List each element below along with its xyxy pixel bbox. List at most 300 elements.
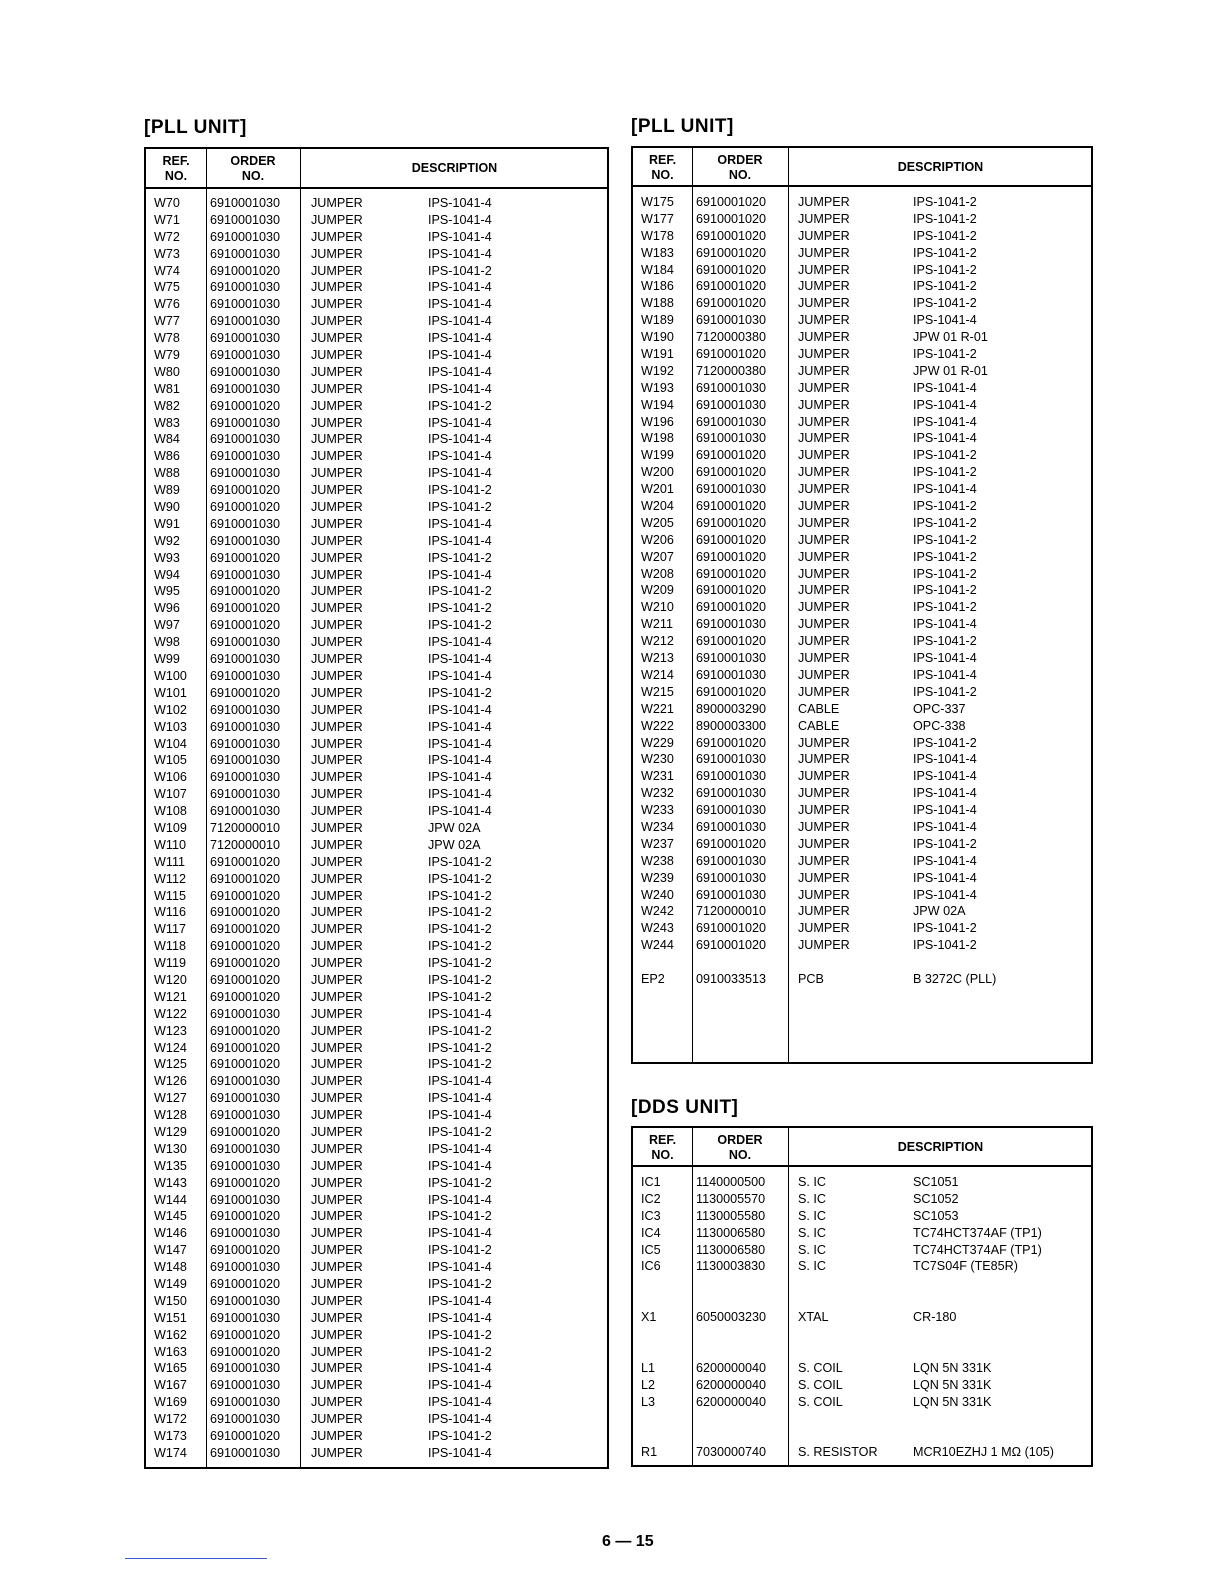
table-row bbox=[633, 262, 1091, 279]
ref-no: W126 bbox=[154, 1074, 187, 1089]
order-no: 6910001030 bbox=[210, 516, 281, 531]
order-no: 6910001020 bbox=[696, 515, 767, 530]
part-type: JUMPER bbox=[311, 956, 363, 971]
table-row bbox=[633, 1394, 1091, 1411]
part-spec: IPS-1041-4 bbox=[913, 752, 977, 767]
part-spec: IPS-1041-2 bbox=[428, 989, 492, 1004]
order-no: 6910001020 bbox=[696, 279, 767, 294]
part-type: JUMPER bbox=[311, 854, 363, 869]
ref-no: W191 bbox=[641, 347, 674, 362]
order-no: 6910001020 bbox=[210, 1429, 281, 1444]
order-no: 6910001020 bbox=[696, 921, 767, 936]
part-type: JUMPER bbox=[311, 1023, 363, 1038]
table-row bbox=[146, 1310, 607, 1327]
table-row bbox=[146, 702, 607, 719]
part-spec: OPC-337 bbox=[913, 701, 966, 716]
part-spec: IPS-1041-2 bbox=[913, 583, 977, 598]
order-no: 6910001030 bbox=[696, 651, 767, 666]
part-type: JUMPER bbox=[311, 871, 363, 886]
part-type: JUMPER bbox=[798, 448, 850, 463]
order-no: 6910001030 bbox=[210, 246, 281, 261]
part-type: S. IC bbox=[798, 1225, 826, 1240]
part-type: JUMPER bbox=[311, 500, 363, 515]
part-type: JUMPER bbox=[311, 618, 363, 633]
order-no: 6910001030 bbox=[210, 652, 281, 667]
part-spec: IPS-1041-4 bbox=[913, 397, 977, 412]
order-no: 6910001020 bbox=[210, 1057, 281, 1072]
order-no: 6910001020 bbox=[696, 549, 767, 564]
table-row bbox=[633, 549, 1091, 566]
table-row bbox=[146, 1040, 607, 1057]
table-row bbox=[633, 228, 1091, 245]
order-no: 6910001020 bbox=[210, 989, 281, 1004]
table-row bbox=[146, 516, 607, 533]
ref-no: W95 bbox=[154, 584, 180, 599]
ref-no: EP2 bbox=[641, 971, 665, 986]
table-row bbox=[633, 819, 1091, 836]
part-spec: IPS-1041-4 bbox=[428, 1378, 492, 1393]
part-type: JUMPER bbox=[311, 1226, 363, 1241]
table-row bbox=[633, 1225, 1091, 1242]
part-spec: IPS-1041-4 bbox=[913, 870, 977, 885]
order-no: 6050003230 bbox=[696, 1310, 767, 1325]
order-no: 6910001020 bbox=[696, 836, 767, 851]
part-type: JUMPER bbox=[311, 196, 363, 210]
part-spec: IPS-1041-4 bbox=[428, 787, 492, 802]
part-type: JUMPER bbox=[311, 381, 363, 396]
ref-no: W101 bbox=[154, 685, 187, 700]
order-no: 6910001030 bbox=[210, 1091, 281, 1106]
order-no: 6200000040 bbox=[696, 1394, 767, 1409]
ref-no: W194 bbox=[641, 397, 674, 412]
ref-no: W77 bbox=[154, 314, 180, 329]
right-table-body bbox=[633, 194, 1091, 988]
ref-no: W116 bbox=[154, 905, 186, 920]
ref-no: W148 bbox=[154, 1260, 187, 1275]
header-description: DESCRIPTION bbox=[411, 161, 498, 175]
table-row bbox=[146, 364, 607, 381]
part-spec: IPS-1041-2 bbox=[428, 601, 492, 616]
table-row bbox=[633, 397, 1091, 414]
order-no: 6910001030 bbox=[210, 567, 281, 582]
order-no: 6910001020 bbox=[210, 500, 281, 515]
ref-no: W174 bbox=[154, 1445, 187, 1460]
table-row bbox=[633, 278, 1091, 295]
part-type: JUMPER bbox=[311, 415, 363, 430]
table-row bbox=[146, 1394, 607, 1411]
part-spec: IPS-1041-2 bbox=[428, 1243, 492, 1258]
dds-table-body bbox=[633, 1174, 1091, 1461]
ref-no: IC4 bbox=[641, 1225, 661, 1240]
ref-no: W201 bbox=[641, 482, 674, 497]
part-type: JUMPER bbox=[798, 870, 850, 885]
part-spec: IPS-1041-2 bbox=[428, 956, 492, 971]
order-no: 6910001030 bbox=[210, 381, 281, 396]
order-no: 6910001030 bbox=[696, 482, 767, 497]
order-no: 6910001030 bbox=[210, 1395, 281, 1410]
table-row bbox=[633, 414, 1091, 431]
ref-no: W82 bbox=[154, 398, 180, 413]
part-type: JUMPER bbox=[311, 1412, 363, 1427]
part-type: JUMPER bbox=[311, 466, 363, 481]
ref-no: W172 bbox=[154, 1412, 187, 1427]
part-spec: IPS-1041-2 bbox=[428, 1023, 492, 1038]
table-row bbox=[633, 1309, 1091, 1326]
part-type: JUMPER bbox=[311, 1445, 363, 1460]
part-type: JUMPER bbox=[798, 515, 850, 530]
part-type: JUMPER bbox=[311, 972, 363, 987]
order-no: 6910001030 bbox=[696, 667, 767, 682]
part-spec: IPS-1041-4 bbox=[913, 667, 977, 682]
part-spec: IPS-1041-2 bbox=[428, 263, 492, 278]
part-type: JUMPER bbox=[798, 617, 850, 632]
part-spec: IPS-1041-2 bbox=[428, 1124, 492, 1139]
order-no: 6910001030 bbox=[210, 331, 281, 346]
ref-no: W146 bbox=[154, 1226, 187, 1241]
part-spec: IPS-1041-4 bbox=[428, 1361, 492, 1376]
ref-no: W117 bbox=[154, 922, 186, 937]
order-no: 7120000380 bbox=[696, 330, 767, 345]
part-spec: LQN 5N 331K bbox=[913, 1394, 992, 1409]
header-ref-no: REF. NO. bbox=[648, 1133, 677, 1162]
row-group bbox=[633, 1444, 1091, 1461]
ref-no: W237 bbox=[641, 836, 674, 851]
part-spec: IPS-1041-2 bbox=[428, 398, 492, 413]
part-type: S. IC bbox=[798, 1191, 826, 1206]
part-spec: IPS-1041-4 bbox=[913, 617, 977, 632]
order-no: 6910001020 bbox=[210, 1209, 281, 1224]
header-description: DESCRIPTION bbox=[897, 160, 984, 174]
table-row bbox=[633, 887, 1091, 904]
order-no: 6910001030 bbox=[210, 533, 281, 548]
part-spec: IPS-1041-4 bbox=[428, 770, 492, 785]
part-type: JUMPER bbox=[311, 736, 363, 751]
order-no: 6200000040 bbox=[696, 1360, 767, 1375]
table-row bbox=[146, 1327, 607, 1344]
order-no: 6910001030 bbox=[210, 364, 281, 379]
part-spec: IPS-1041-4 bbox=[428, 719, 492, 734]
part-spec: IPS-1041-4 bbox=[913, 431, 977, 446]
ref-no: W96 bbox=[154, 601, 180, 616]
left-parts-table bbox=[144, 147, 609, 1469]
ref-no: L3 bbox=[641, 1394, 656, 1409]
part-type: JUMPER bbox=[798, 482, 850, 497]
order-no: 6910001020 bbox=[696, 532, 767, 547]
part-type: JUMPER bbox=[311, 1429, 363, 1444]
table-row bbox=[146, 448, 607, 465]
ref-no: IC1 bbox=[641, 1175, 661, 1189]
table-row bbox=[146, 938, 607, 955]
part-spec: IPS-1041-2 bbox=[913, 735, 977, 750]
ref-no: W93 bbox=[154, 550, 180, 565]
table-row bbox=[146, 415, 607, 432]
part-spec: LQN 5N 331K bbox=[913, 1377, 992, 1392]
part-type: JUMPER bbox=[311, 1057, 363, 1072]
table-row bbox=[633, 1377, 1091, 1394]
ref-no: W124 bbox=[154, 1040, 187, 1055]
part-spec: SC1053 bbox=[913, 1208, 959, 1223]
ref-no: W178 bbox=[641, 228, 674, 243]
ref-no: W145 bbox=[154, 1209, 187, 1224]
ref-no: W184 bbox=[641, 262, 674, 277]
table-row bbox=[146, 1208, 607, 1225]
table-row bbox=[146, 1090, 607, 1107]
part-spec: IPS-1041-2 bbox=[428, 939, 492, 954]
ref-no: W109 bbox=[154, 820, 187, 835]
order-no: 6910001030 bbox=[210, 787, 281, 802]
order-no: 6910001030 bbox=[210, 1412, 281, 1427]
ref-no: W196 bbox=[641, 414, 674, 429]
table-row bbox=[633, 312, 1091, 329]
order-no: 6910001030 bbox=[696, 887, 767, 902]
ref-no: L2 bbox=[641, 1377, 656, 1392]
order-no: 6910001030 bbox=[696, 819, 767, 834]
table-row bbox=[633, 684, 1091, 701]
order-no: 6910001020 bbox=[696, 600, 767, 615]
ref-no: W74 bbox=[154, 263, 180, 278]
part-type: JUMPER bbox=[311, 1277, 363, 1291]
part-spec: IPS-1041-4 bbox=[428, 668, 492, 683]
part-type: JUMPER bbox=[311, 280, 363, 295]
part-type: JUMPER bbox=[798, 803, 850, 818]
ref-no: W177 bbox=[641, 211, 674, 226]
part-spec: IPS-1041-4 bbox=[428, 280, 492, 295]
part-type: JUMPER bbox=[798, 667, 850, 682]
table-row bbox=[633, 211, 1091, 228]
ref-no: W230 bbox=[641, 752, 674, 767]
table-row bbox=[633, 1360, 1091, 1377]
table-row bbox=[633, 735, 1091, 752]
part-type: JUMPER bbox=[798, 938, 850, 953]
part-type: JUMPER bbox=[311, 601, 363, 616]
table-row bbox=[633, 903, 1091, 920]
ref-no: W79 bbox=[154, 348, 180, 363]
part-type: JUMPER bbox=[311, 584, 363, 599]
part-spec: IPS-1041-2 bbox=[428, 1175, 492, 1190]
order-no: 6910001030 bbox=[210, 212, 281, 227]
order-no: 6910001030 bbox=[210, 635, 281, 650]
part-spec: IPS-1041-4 bbox=[428, 432, 492, 447]
table-row bbox=[633, 751, 1091, 768]
order-no: 6910001020 bbox=[696, 296, 767, 311]
part-spec: IPS-1041-4 bbox=[428, 652, 492, 667]
order-no: 6910001020 bbox=[210, 584, 281, 599]
ref-no: W129 bbox=[154, 1124, 187, 1139]
table-row bbox=[146, 229, 607, 246]
part-spec: JPW 01 R-01 bbox=[913, 363, 988, 378]
table-row bbox=[146, 1107, 607, 1124]
table-row bbox=[633, 566, 1091, 583]
part-spec: IPS-1041-2 bbox=[913, 938, 977, 953]
ref-no: W80 bbox=[154, 364, 180, 379]
table-row bbox=[633, 633, 1091, 650]
ref-no: W244 bbox=[641, 938, 674, 953]
part-type: JUMPER bbox=[311, 432, 363, 447]
order-no: 6910001020 bbox=[210, 263, 281, 278]
ref-no: W212 bbox=[641, 634, 674, 649]
part-spec: IPS-1041-2 bbox=[913, 228, 977, 243]
part-spec: IPS-1041-4 bbox=[428, 1006, 492, 1021]
order-no: 6910001030 bbox=[696, 752, 767, 767]
order-no: 6910001030 bbox=[210, 1378, 281, 1393]
part-spec: IPS-1041-2 bbox=[913, 921, 977, 936]
part-type: JUMPER bbox=[311, 331, 363, 346]
table-row bbox=[146, 381, 607, 398]
part-spec: IPS-1041-2 bbox=[913, 279, 977, 294]
part-spec: IPS-1041-2 bbox=[913, 515, 977, 530]
ref-no: W189 bbox=[641, 313, 674, 328]
part-spec: IPS-1041-4 bbox=[428, 364, 492, 379]
part-spec: IPS-1041-2 bbox=[913, 684, 977, 699]
part-type: JUMPER bbox=[798, 566, 850, 581]
right-section-title: [PLL UNIT] bbox=[631, 116, 734, 137]
order-no: 8900003290 bbox=[696, 701, 767, 716]
part-spec: IPS-1041-2 bbox=[428, 1277, 492, 1291]
order-no: 6910001020 bbox=[210, 483, 281, 498]
part-spec: IPS-1041-2 bbox=[428, 1429, 492, 1444]
ref-no: W173 bbox=[154, 1429, 187, 1444]
ref-no: W199 bbox=[641, 448, 674, 463]
part-type: JUMPER bbox=[798, 887, 850, 902]
table-row bbox=[146, 313, 607, 330]
ref-no: W188 bbox=[641, 296, 674, 311]
ref-no: W122 bbox=[154, 1006, 187, 1021]
part-spec: IPS-1041-4 bbox=[428, 1412, 492, 1427]
table-row bbox=[146, 752, 607, 769]
part-spec: CR-180 bbox=[913, 1310, 957, 1325]
ref-no: W198 bbox=[641, 431, 674, 446]
ref-no: W92 bbox=[154, 533, 180, 548]
part-spec: B 3272C (PLL) bbox=[913, 971, 997, 986]
table-row bbox=[633, 464, 1091, 481]
part-spec: IPS-1041-4 bbox=[428, 533, 492, 548]
table-row bbox=[633, 971, 1091, 988]
order-no: 6910001030 bbox=[210, 1361, 281, 1376]
table-row bbox=[146, 955, 607, 972]
order-no: 6910001020 bbox=[696, 735, 767, 750]
part-type: S. IC bbox=[798, 1259, 826, 1274]
ref-no: W210 bbox=[641, 600, 674, 615]
order-no: 6200000040 bbox=[696, 1377, 767, 1392]
ref-no: W103 bbox=[154, 719, 187, 734]
part-spec: IPS-1041-4 bbox=[913, 887, 977, 902]
right-parts-table bbox=[631, 146, 1093, 1064]
ref-no: W130 bbox=[154, 1141, 187, 1156]
ref-no: W76 bbox=[154, 297, 180, 312]
ref-no: W242 bbox=[641, 904, 674, 919]
part-spec: IPS-1041-2 bbox=[428, 871, 492, 886]
order-no: 6910001020 bbox=[210, 888, 281, 903]
part-type: JUMPER bbox=[311, 1141, 363, 1156]
order-no: 6910001030 bbox=[210, 229, 281, 244]
part-spec: IPS-1041-2 bbox=[428, 888, 492, 903]
order-no: 6910001020 bbox=[696, 938, 767, 953]
table-row bbox=[633, 667, 1091, 684]
order-no: 1130003830 bbox=[696, 1259, 766, 1274]
table-row bbox=[146, 195, 607, 212]
ref-no: L1 bbox=[641, 1360, 656, 1375]
order-no: 6910001020 bbox=[696, 262, 767, 277]
part-spec: IPS-1041-4 bbox=[428, 331, 492, 346]
part-spec: IPS-1041-2 bbox=[428, 1057, 492, 1072]
part-spec: IPS-1041-4 bbox=[913, 414, 977, 429]
part-type: JUMPER bbox=[798, 380, 850, 395]
order-no: 6910001020 bbox=[696, 347, 767, 362]
order-no: 7120000010 bbox=[210, 837, 281, 852]
ref-no: W190 bbox=[641, 330, 674, 345]
table-row bbox=[146, 1293, 607, 1310]
table-row bbox=[146, 736, 607, 753]
part-spec: IPS-1041-2 bbox=[913, 245, 977, 260]
order-no: 6910001030 bbox=[210, 1158, 281, 1173]
part-spec: IPS-1041-4 bbox=[428, 1395, 492, 1410]
part-spec: IPS-1041-2 bbox=[428, 550, 492, 565]
part-type: CABLE bbox=[798, 718, 840, 733]
part-spec: IPS-1041-4 bbox=[428, 314, 492, 329]
table-row bbox=[146, 786, 607, 803]
part-type: CABLE bbox=[798, 701, 840, 716]
ref-no: W89 bbox=[154, 483, 180, 498]
part-type: S. COIL bbox=[798, 1394, 843, 1409]
order-no: 6910001030 bbox=[696, 769, 767, 784]
ref-no: W149 bbox=[154, 1277, 187, 1291]
table-row bbox=[633, 616, 1091, 633]
ref-no: W162 bbox=[154, 1327, 187, 1342]
table-row bbox=[633, 701, 1091, 718]
order-no: 7120000010 bbox=[696, 904, 767, 919]
part-spec: IPS-1041-2 bbox=[428, 1344, 492, 1359]
ref-no: W209 bbox=[641, 583, 674, 598]
part-spec: IPS-1041-4 bbox=[428, 753, 492, 768]
part-spec: IPS-1041-2 bbox=[913, 836, 977, 851]
ref-no: W208 bbox=[641, 566, 674, 581]
part-type: JUMPER bbox=[311, 246, 363, 261]
order-no: 6910001030 bbox=[696, 786, 767, 801]
table-row bbox=[633, 363, 1091, 380]
table-row bbox=[146, 803, 607, 820]
table-row bbox=[146, 921, 607, 938]
part-type: JUMPER bbox=[798, 465, 850, 480]
ref-no: W214 bbox=[641, 667, 674, 682]
part-spec: IPS-1041-4 bbox=[428, 1141, 492, 1156]
table-row bbox=[146, 1073, 607, 1090]
order-no: 6910001030 bbox=[210, 449, 281, 464]
part-type: JUMPER bbox=[311, 652, 363, 667]
table-row bbox=[146, 854, 607, 871]
part-type: JUMPER bbox=[798, 296, 850, 311]
ref-no: W233 bbox=[641, 803, 674, 818]
part-type: JUMPER bbox=[311, 348, 363, 363]
table-row bbox=[146, 1225, 607, 1242]
part-type: S. IC bbox=[798, 1208, 826, 1223]
part-type: JUMPER bbox=[798, 431, 850, 446]
table-row bbox=[633, 481, 1091, 498]
order-no: 6910001020 bbox=[210, 956, 281, 971]
part-type: JUMPER bbox=[311, 668, 363, 683]
part-type: JUMPER bbox=[798, 853, 850, 868]
part-type: JUMPER bbox=[311, 922, 363, 937]
ref-no: W211 bbox=[641, 617, 673, 632]
part-spec: IPS-1041-4 bbox=[428, 1108, 492, 1123]
order-no: 7030000740 bbox=[696, 1445, 767, 1460]
ref-no: W151 bbox=[154, 1310, 187, 1325]
part-spec: IPS-1041-4 bbox=[428, 702, 492, 717]
part-spec: IPS-1041-4 bbox=[913, 380, 977, 395]
part-type: JUMPER bbox=[311, 905, 363, 920]
part-type: JUMPER bbox=[311, 685, 363, 700]
part-type: JUMPER bbox=[311, 398, 363, 413]
part-spec: IPS-1041-4 bbox=[428, 1158, 492, 1173]
